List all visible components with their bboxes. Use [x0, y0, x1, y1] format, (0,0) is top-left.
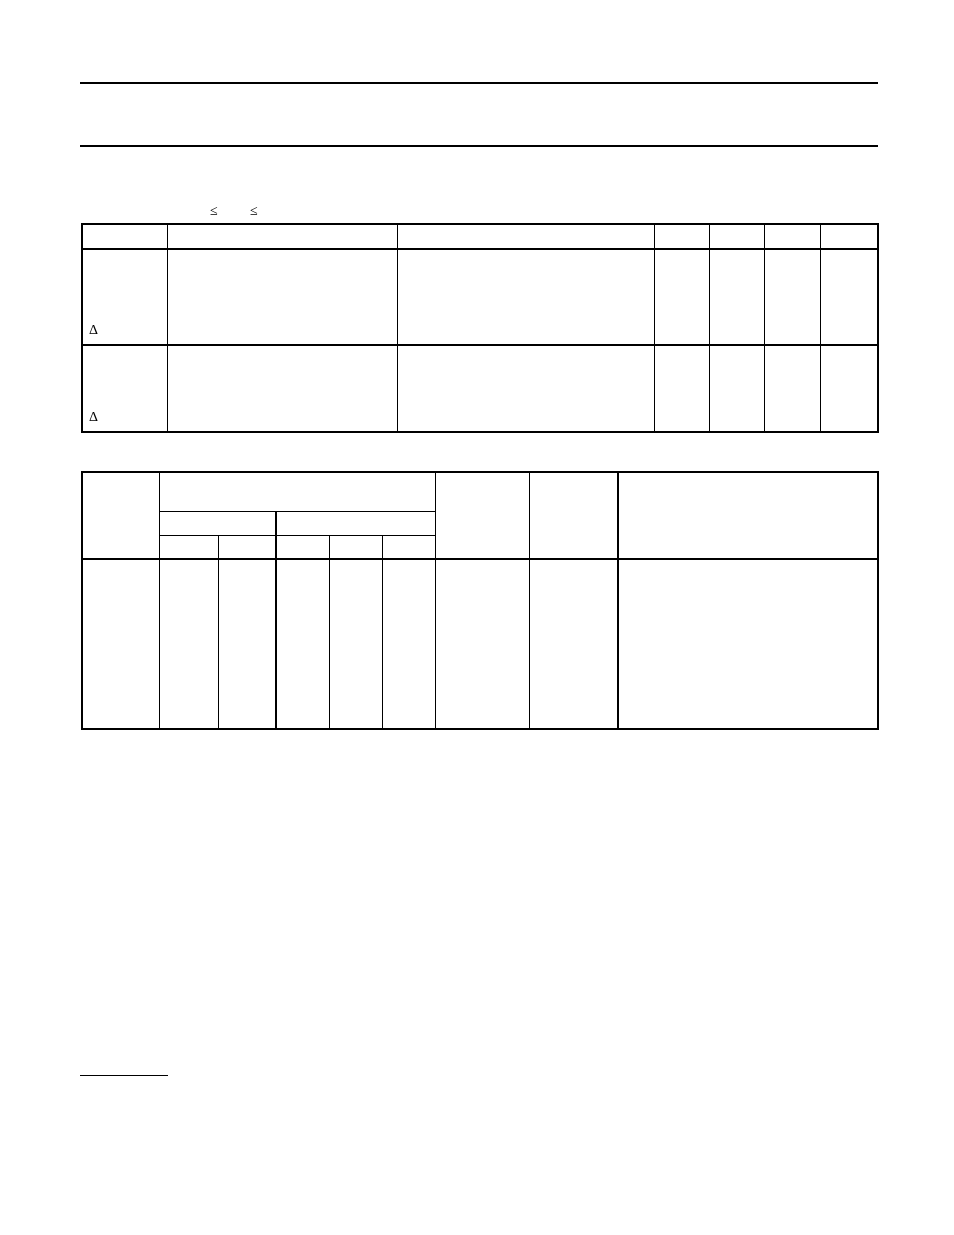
header-cell — [82, 224, 167, 249]
delta-symbol: Δ — [89, 323, 99, 338]
table-cell — [397, 249, 654, 345]
header-cell — [382, 536, 435, 560]
table-cell — [529, 559, 618, 729]
table-cell — [709, 345, 764, 432]
table-header-row — [82, 224, 878, 249]
header-cell — [820, 224, 878, 249]
header-cell — [529, 472, 618, 559]
header-top-rule — [80, 82, 878, 84]
table-cell — [435, 559, 529, 729]
header-subgroup-cell — [159, 512, 276, 536]
table-cell — [820, 249, 878, 345]
table-cell — [276, 559, 329, 729]
table-cell — [709, 249, 764, 345]
header-cell — [159, 536, 218, 560]
table-cell — [382, 559, 435, 729]
characteristics-table — [81, 223, 879, 433]
header-cell — [276, 536, 329, 560]
table-cell — [397, 345, 654, 432]
table-header-row — [82, 472, 878, 512]
header-group-cell — [159, 472, 435, 512]
footnote-rule — [80, 1075, 168, 1076]
condition-leq-symbol-2: ≤ — [250, 204, 258, 219]
ordering-table — [81, 471, 879, 730]
header-cell — [329, 536, 382, 560]
table-cell — [764, 345, 820, 432]
table-cell — [820, 345, 878, 432]
header-cell — [435, 472, 529, 559]
header-cell — [82, 472, 159, 559]
header-cell — [709, 224, 764, 249]
condition-leq-symbol-1: ≤ — [210, 204, 218, 219]
table-cell — [764, 249, 820, 345]
table-row — [82, 249, 878, 345]
header-cell — [167, 224, 397, 249]
header-cell — [764, 224, 820, 249]
header-cell — [618, 472, 878, 559]
delta-symbol: Δ — [89, 410, 99, 425]
parameter-cell — [82, 345, 167, 432]
table-row — [82, 559, 878, 729]
header-cell — [218, 536, 276, 560]
header-cell — [654, 224, 709, 249]
parameter-cell — [82, 249, 167, 345]
table-row — [82, 345, 878, 432]
table-cell — [218, 559, 276, 729]
table-cell — [329, 559, 382, 729]
table-cell — [82, 559, 159, 729]
header-bottom-rule — [80, 145, 878, 147]
table-cell — [167, 249, 397, 345]
table-cell — [654, 345, 709, 432]
header-subgroup-cell — [276, 512, 435, 536]
header-cell — [397, 224, 654, 249]
table-cell — [167, 345, 397, 432]
table-cell — [159, 559, 218, 729]
table-cell — [618, 559, 878, 729]
table-cell — [654, 249, 709, 345]
